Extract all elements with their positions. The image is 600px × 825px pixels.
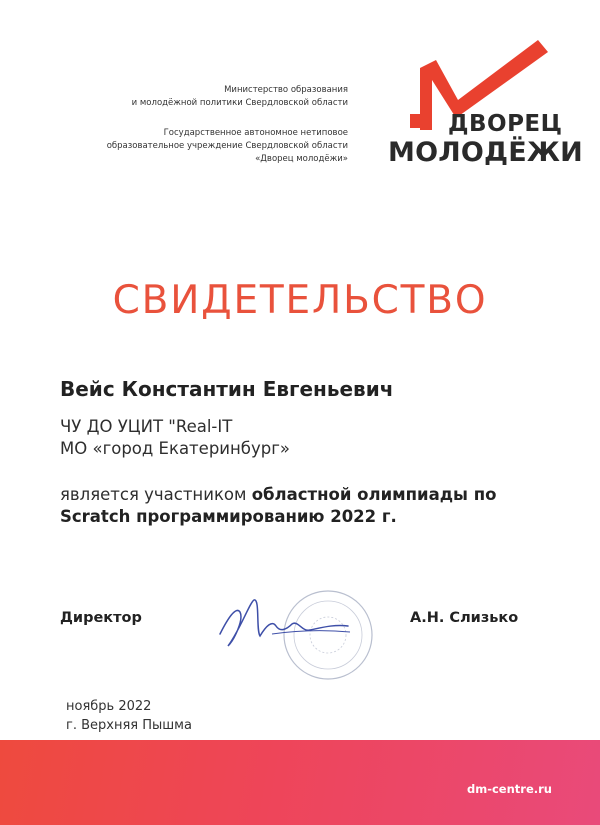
recipient-organization bbox=[60, 416, 290, 460]
ministry-line-2: и молодёжной политики Свердловской области bbox=[131, 98, 348, 108]
issue-place: г. Верхняя Пышма bbox=[66, 718, 192, 733]
issue-date: ноябрь 2022 bbox=[66, 699, 152, 714]
institution-line-3: «Дворец молодёжи» bbox=[255, 154, 348, 164]
logo-text-line-2: МОЛОДЁЖИ bbox=[388, 137, 583, 168]
logo-text-line-1: ДВОРЕЦ bbox=[448, 111, 563, 137]
issue-info bbox=[66, 697, 192, 735]
organization-line-2: МО «город Екатеринбург» bbox=[60, 439, 290, 458]
event-part-2: Scratch программированию 2022 г. bbox=[60, 507, 397, 526]
logo-square-shape bbox=[410, 114, 424, 128]
event-part-1: областной олимпиады по bbox=[251, 485, 497, 504]
website-link[interactable]: dm-centre.ru bbox=[467, 782, 552, 796]
signer-name: А.Н. Слизько bbox=[410, 610, 519, 626]
signer-role: Директор bbox=[60, 610, 142, 626]
participation-statement bbox=[60, 484, 550, 528]
recipient-name: Вейс Константин Евгеньевич bbox=[60, 377, 394, 401]
stamp-center-circle bbox=[310, 617, 346, 653]
institution-name bbox=[107, 127, 348, 166]
status-prefix: является участником bbox=[60, 485, 252, 504]
institution-line-2: образовательное учреждение Свердловской области bbox=[106, 141, 348, 151]
stamp-inner-circle bbox=[294, 601, 362, 669]
organization-line-1: ЧУ ДО УЦИТ "Real-IT bbox=[60, 417, 233, 436]
certificate-title: СВИДЕТЕЛЬСТВО bbox=[112, 278, 488, 323]
ministry-name bbox=[132, 84, 348, 110]
stamp-outer-circle bbox=[284, 591, 372, 679]
ministry-line-1: Министерство образования bbox=[224, 85, 348, 95]
signature-stamp-icon bbox=[210, 590, 390, 680]
institution-line-1: Государственное автономное нетиповое bbox=[163, 128, 348, 138]
